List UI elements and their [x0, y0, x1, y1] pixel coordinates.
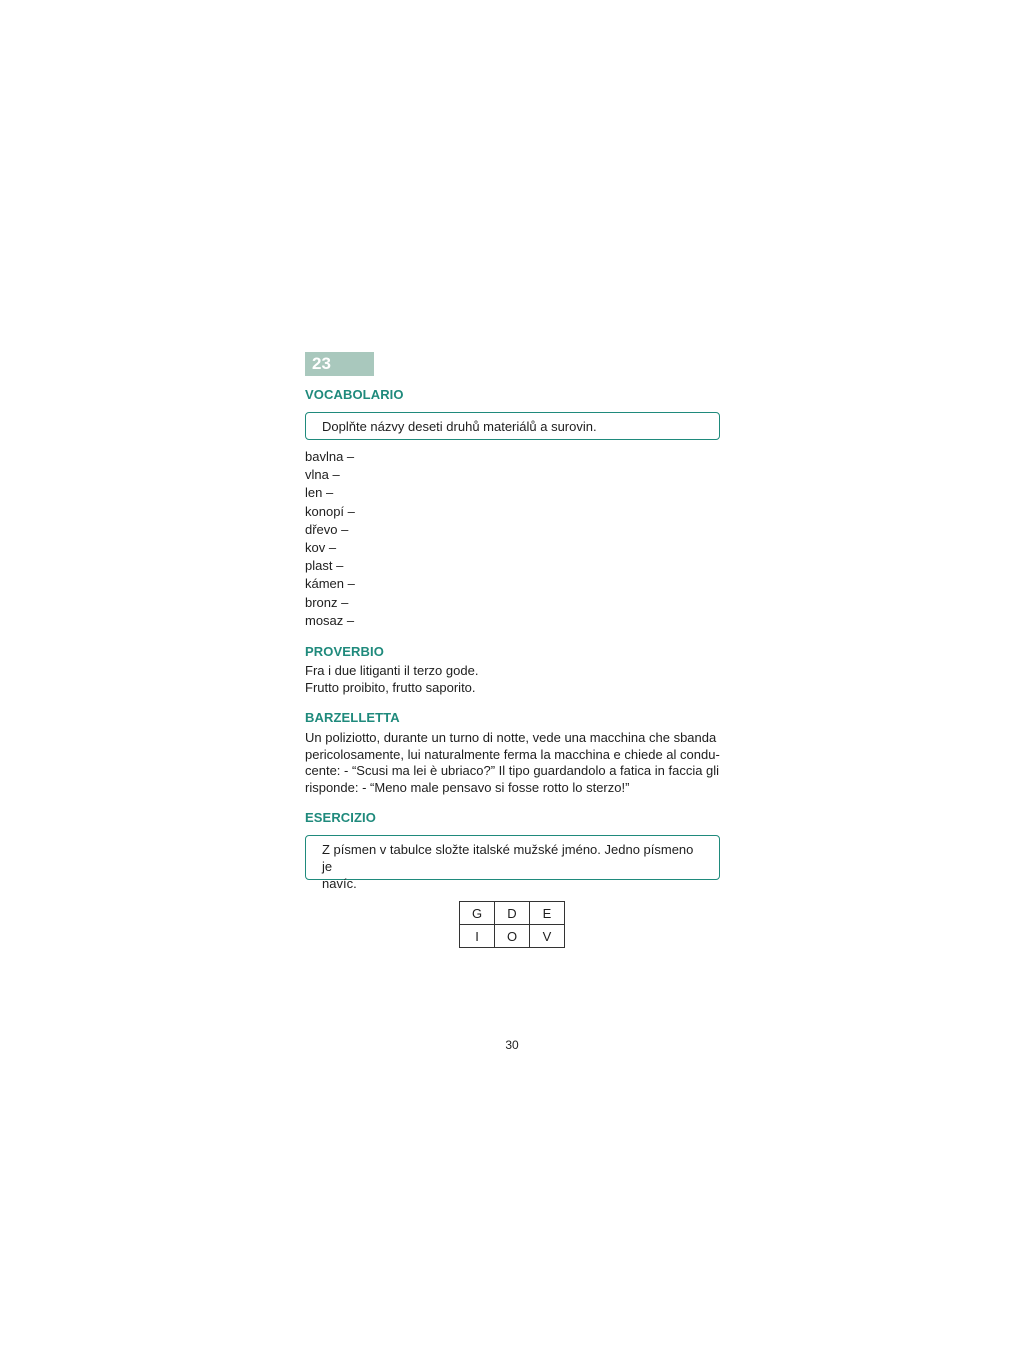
unit-number-badge: 23: [305, 352, 374, 376]
vocab-item: vlna –: [305, 467, 340, 483]
page-number: 30: [505, 1038, 519, 1052]
esercizio-instruction-box: [305, 835, 720, 891]
esercizio-instruction-line: Z písmen v tabulce složte italské mužské jméno. Jedno písmeno je: [322, 842, 694, 874]
letter-grid-row: [460, 925, 565, 948]
vocab-item: len –: [305, 485, 334, 501]
joke-line: Un poliziotto, durante un turno di notte, vede una macchina che sbanda: [305, 730, 717, 745]
proverbio-text: [305, 663, 725, 696]
vocab-item: kov –: [305, 539, 337, 555]
letter-cell: I: [460, 925, 495, 948]
letter-cell: G: [460, 902, 495, 925]
joke-line: cente: - “Scusi ma lei è ubriaco?” Il tipo guardandolo a fatica in faccia gli: [305, 763, 720, 779]
letter-cell: V: [530, 925, 565, 948]
letter-grid: [459, 901, 565, 948]
letter-grid-row: [460, 902, 565, 925]
vocabulario-heading: VOCABOLARIO: [305, 387, 404, 402]
joke-line: risponde: - “Meno male pensavo si fosse rotto lo sterzo!”: [305, 779, 630, 795]
joke-line: pericolosamente, lui naturalmente ferma la macchina e chiede al condu-: [305, 746, 720, 762]
barzelletta-text: [305, 730, 735, 796]
esercizio-heading: ESERCIZIO: [305, 810, 376, 825]
proverb-line: Fra i due litiganti il terzo gode.: [305, 663, 479, 678]
barzelletta-heading: BARZELLETTA: [305, 710, 400, 725]
vocabulario-instruction-box: [305, 412, 720, 440]
esercizio-instruction-line: navíc.: [322, 876, 357, 891]
letter-cell: E: [530, 902, 565, 925]
vocab-item: bavlna –: [305, 449, 355, 464]
vocab-item: bronz –: [305, 594, 349, 610]
vocab-item: plast –: [305, 558, 344, 574]
vocabulario-instruction: Doplňte názvy deseti druhů materiálů a surovin.: [322, 419, 597, 434]
proverbio-heading: PROVERBIO: [305, 644, 384, 659]
vocab-item: dřevo –: [305, 521, 349, 537]
vocab-item: konopí –: [305, 503, 355, 519]
vocab-item: mosaz –: [305, 612, 355, 628]
letter-cell: O: [495, 925, 530, 948]
vocabulary-list: [305, 448, 355, 630]
proverb-line: Frutto proibito, frutto saporito.: [305, 679, 476, 695]
vocab-item: kámen –: [305, 576, 355, 592]
letter-cell: D: [495, 902, 530, 925]
